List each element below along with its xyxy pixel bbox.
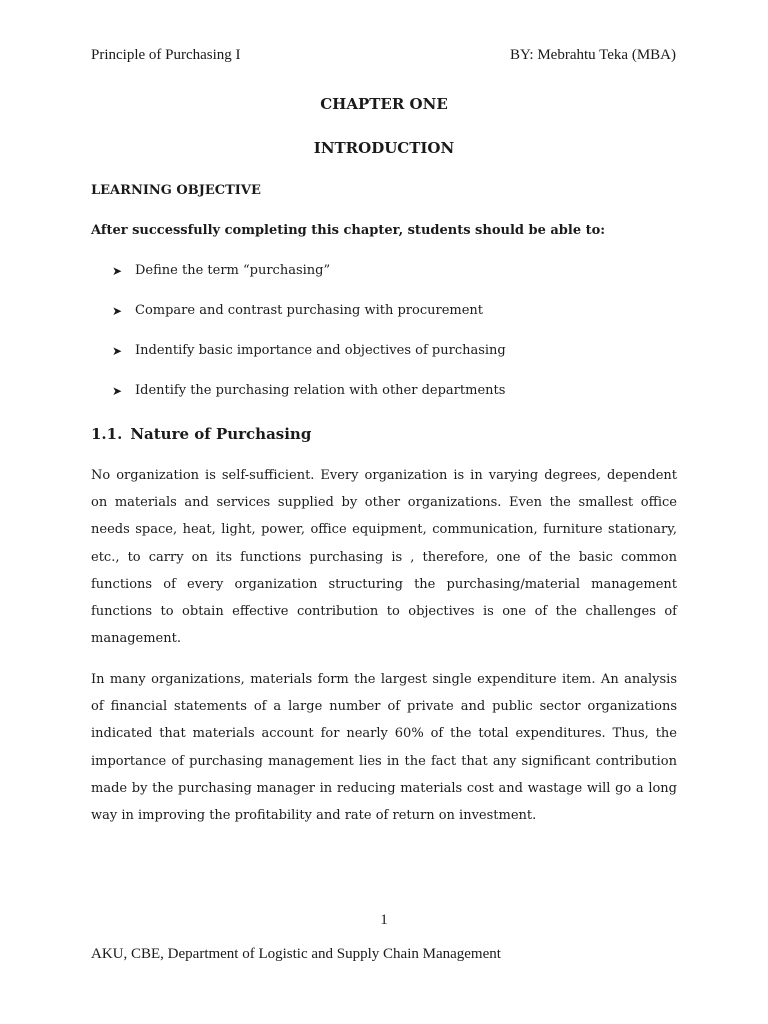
arrowhead-bullet-icon: ➤	[112, 264, 123, 278]
objective-text: Compare and contrast purchasing with procurement	[135, 303, 484, 318]
section-title: Nature of Purchasing	[130, 425, 312, 443]
objectives-list	[112, 262, 506, 422]
objective-text: Identify the purchasing relation with other departments	[135, 383, 506, 398]
body-paragraph: In many organizations, materials form the largest single expenditure item. An analysis of financial statements of a large number of private and public sector organizations indicated that materials account for nearly 60% of the total expenditures. Thus, the importance of purchasing management lies in the fact that any significant contribution made by the purchasing manager in reducing materials cost and wastage will go a long way in improving the profitability and rate of return on investment.	[91, 672, 677, 824]
section-number: 1.1.	[91, 425, 123, 443]
chapter-subtitle: INTRODUCTION	[313, 139, 455, 157]
footer-department: AKU, CBE, Department of Logistic and Supply Chain Management	[91, 946, 501, 962]
header-course-title: Principle of Purchasing I	[91, 47, 241, 63]
objective-text: Indentify basic importance and objectives of purchasing	[135, 343, 506, 358]
arrowhead-bullet-icon: ➤	[112, 384, 123, 398]
chapter-title: CHAPTER ONE	[320, 95, 448, 113]
section-heading	[91, 424, 311, 444]
list-item	[112, 262, 506, 302]
objective-text: Define the term “purchasing”	[135, 263, 331, 278]
list-item	[112, 342, 506, 382]
learning-objective-heading: LEARNING OBJECTIVE	[91, 183, 261, 198]
body-paragraph: No organization is self-sufficient. Every organization is in varying degrees, dependent on materials and services supplied by other organizations. Even the smallest office needs space, heat, light, power, office equipment, communication, furniture stationary, etc., to carry on its functions purchasing is , therefore, one of the basic common functions of every organization structuring the purchasing/material management functions to obtain effective contribution to objectives is one of the challenges of management.	[91, 468, 677, 647]
arrowhead-bullet-icon: ➤	[112, 344, 123, 358]
arrowhead-bullet-icon: ➤	[112, 304, 123, 318]
list-item	[112, 382, 506, 422]
page-number: 1	[380, 912, 388, 928]
learning-objective-intro: After successfully completing this chapter, students should be able to:	[91, 223, 606, 238]
list-item	[112, 302, 506, 342]
header-author: BY: Mebrahtu Teka (MBA)	[509, 47, 676, 63]
